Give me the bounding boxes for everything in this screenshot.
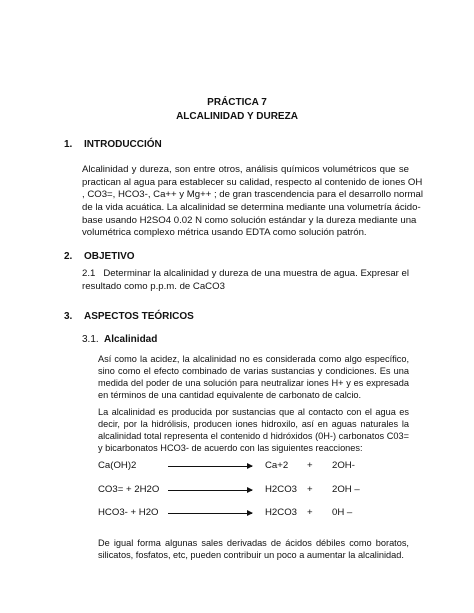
- reaction-3-product-1: H2CO3: [265, 507, 297, 518]
- paragraph-line: De igual forma algunas sales derivadas de ácidos débiles como boratos,: [98, 538, 409, 548]
- reaction-3: [98, 507, 398, 521]
- objective-number: 2.1: [82, 268, 96, 279]
- reaction-1-plus: +: [307, 460, 313, 471]
- objective-line: [82, 268, 409, 281]
- intro-line: , CO3=, HCO3-, Ca++ y Mg++ ; de gran trascendencia para el desarrollo normal: [82, 189, 424, 201]
- reaction-2-product-1: H2CO3: [265, 484, 297, 495]
- practice-subtitle: ALCALINIDAD Y DUREZA: [176, 111, 298, 122]
- section-3-heading: [64, 310, 194, 323]
- objective-line: resultado como p.p.m. de CaCO3: [82, 280, 225, 292]
- intro-line: base usando H2SO4 0.02 N como solución estándar y la dureza mediante una: [82, 214, 417, 226]
- section-2-number: 2.: [64, 251, 73, 262]
- intro-line: practican al agua para establecer su calidad, respecto al contenido de iones OH: [82, 176, 423, 188]
- reaction-3-reactant: HCO3- + H2O: [98, 507, 159, 518]
- subsection-3-1-number: 3.1.: [82, 334, 99, 345]
- objective-text-1: Determinar la alcalinidad y dureza de una muestra de agua. Expresar el: [103, 268, 409, 279]
- alkalinity-paragraph-3: [98, 537, 409, 561]
- reaction-3-plus: +: [307, 507, 313, 518]
- section-2-heading: [64, 250, 135, 263]
- intro-paragraph: [82, 164, 424, 240]
- reaction-1: [98, 460, 398, 474]
- intro-line: volumétrica complexo métrica usando EDTA como solución patrón.: [82, 227, 367, 239]
- reaction-arrow-icon: [168, 466, 252, 467]
- paragraph-line: en términos de una cantidad equivalente de carbonato de calcio.: [98, 390, 362, 401]
- objective-item: [82, 268, 409, 293]
- intro-line: de la vida acuática. La alcalinidad se determina mediante una volumetría ácido-: [82, 201, 421, 213]
- reaction-2-reactant: CO3= + 2H2O: [98, 484, 160, 495]
- alkalinity-paragraph-2: [98, 406, 409, 455]
- paragraph-line: decir, por la hidrólisis, producen iones hidroxilo, así en aguas naturales la: [98, 419, 409, 430]
- section-1-heading: [64, 138, 162, 151]
- reaction-1-product-1: Ca+2: [265, 460, 289, 471]
- section-1-title: INTRODUCCIÓN: [84, 139, 162, 150]
- paragraph-line: La alcalinidad es producida por sustancias que al contacto con el agua es: [98, 407, 409, 417]
- subsection-3-1-heading: [82, 333, 157, 346]
- paragraph-line: y bicarbonatos HCO3- de acuerdo con las siguientes reacciones:: [98, 443, 363, 454]
- subsection-3-1-title: Alcalinidad: [104, 334, 158, 345]
- section-3-title: ASPECTOS TEÓRICOS: [84, 311, 194, 322]
- reaction-1-product-2: 2OH-: [332, 460, 355, 471]
- reaction-3-product-2: 0H –: [332, 507, 353, 518]
- section-2-title: OBJETIVO: [84, 251, 135, 262]
- practice-title: PRÁCTICA 7: [207, 97, 267, 108]
- reaction-arrow-icon: [168, 490, 252, 491]
- reaction-1-reactant: Ca(OH)2: [98, 460, 137, 471]
- paragraph-line: silicatos, fosfatos, etc, pueden contribuir un poco a aumentar la alcalinidad.: [98, 550, 404, 561]
- section-1-number: 1.: [64, 139, 73, 150]
- reaction-2-plus: +: [307, 484, 313, 495]
- section-3-number: 3.: [64, 311, 73, 322]
- reaction-2: [98, 484, 398, 498]
- paragraph-line: sino como el efecto combinado de varias sustancias y condiciones. Es una: [98, 366, 409, 377]
- paragraph-line: Así como la acidez, la alcalinidad no es considerada como algo específico,: [98, 354, 409, 364]
- paragraph-line: medida del poder de una solución para neutralizar iones H+ y es expresada: [98, 378, 409, 389]
- alkalinity-paragraph-1: [98, 353, 409, 402]
- reaction-2-product-2: 2OH –: [332, 484, 360, 495]
- reaction-arrow-icon: [168, 513, 252, 514]
- intro-line: Alcalinidad y dureza, son entre otros, análisis químicos volumétricos que se: [82, 164, 409, 175]
- paragraph-line: alcalinidad total representa el contenido d hidróxidos (0H-) carbonatos C03=: [98, 431, 409, 442]
